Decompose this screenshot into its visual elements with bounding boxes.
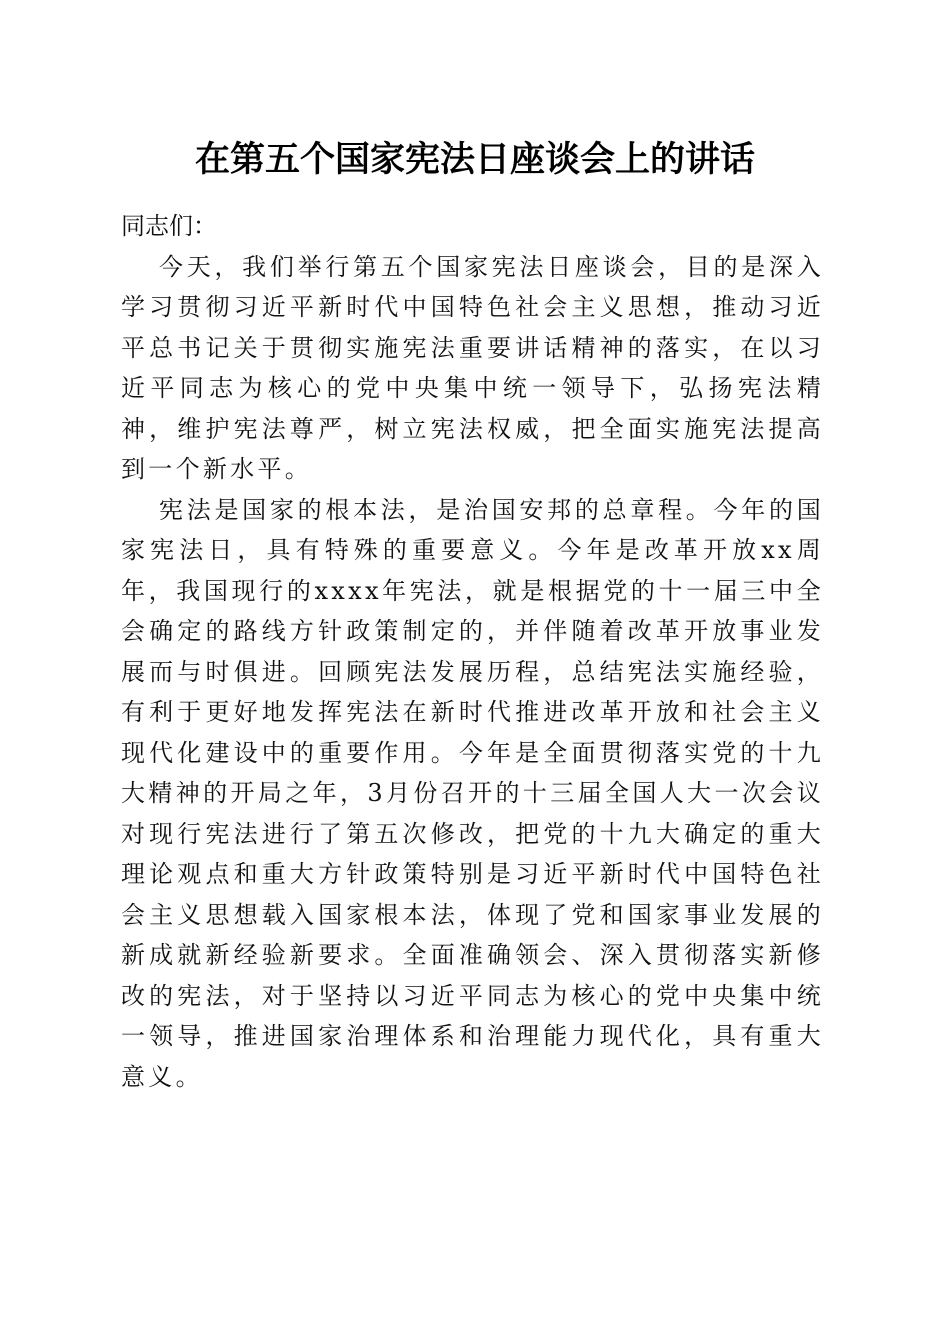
paragraph-constitution-significance: 宪法是国家的根本法，是治国安邦的总章程。今年的国家宪法日，具有特殊的重要意义。今年是改革开放xx周年，我国现行的xxxx年宪法，就是根据党的十一届三中全会确定的路线方针政策制定的，并伴随着改革开放事业发展而与时俱进。回顾宪法发展历程，总结宪法实施经验，有利于更好地发挥宪法在新时代推进改革开放和社会主义现代化建设中的重要作用。今年是全面贯彻落实党的十九大精神的开局之年，3月份召开的十三届全国人大一次会议对现行宪法进行了第五次修改，把党的十九大确定的重大理论观点和重大方针政策特别是习近平新时代中国特色社会主义思想载入国家根本法，体现了党和国家事业发展的新成就新经验新要求。全面准确领会、深入贯彻落实新修改的宪法，对于坚持以习近平同志为核心的党中央集中统一领导，推进国家治理体系和治理能力现代化，具有重大意义。 xyxy=(121,495,824,1091)
paragraph-opening: 今天，我们举行第五个国家宪法日座谈会，目的是深入学习贯彻习近平新时代中国特色社会主义思想，推动习近平总书记关于贯彻实施宪法重要讲话精神的落实，在以习近平同志为核心的党中央集中统一领导下，弘扬宪法精神，维护宪法尊严，树立宪法权威，把全面实施宪法提高到一个新水平。 xyxy=(121,252,824,483)
salutation: 同志们： xyxy=(121,212,217,240)
document-title: 在第五个国家宪法日座谈会上的讲话 xyxy=(194,139,755,180)
document-body xyxy=(121,206,824,1097)
